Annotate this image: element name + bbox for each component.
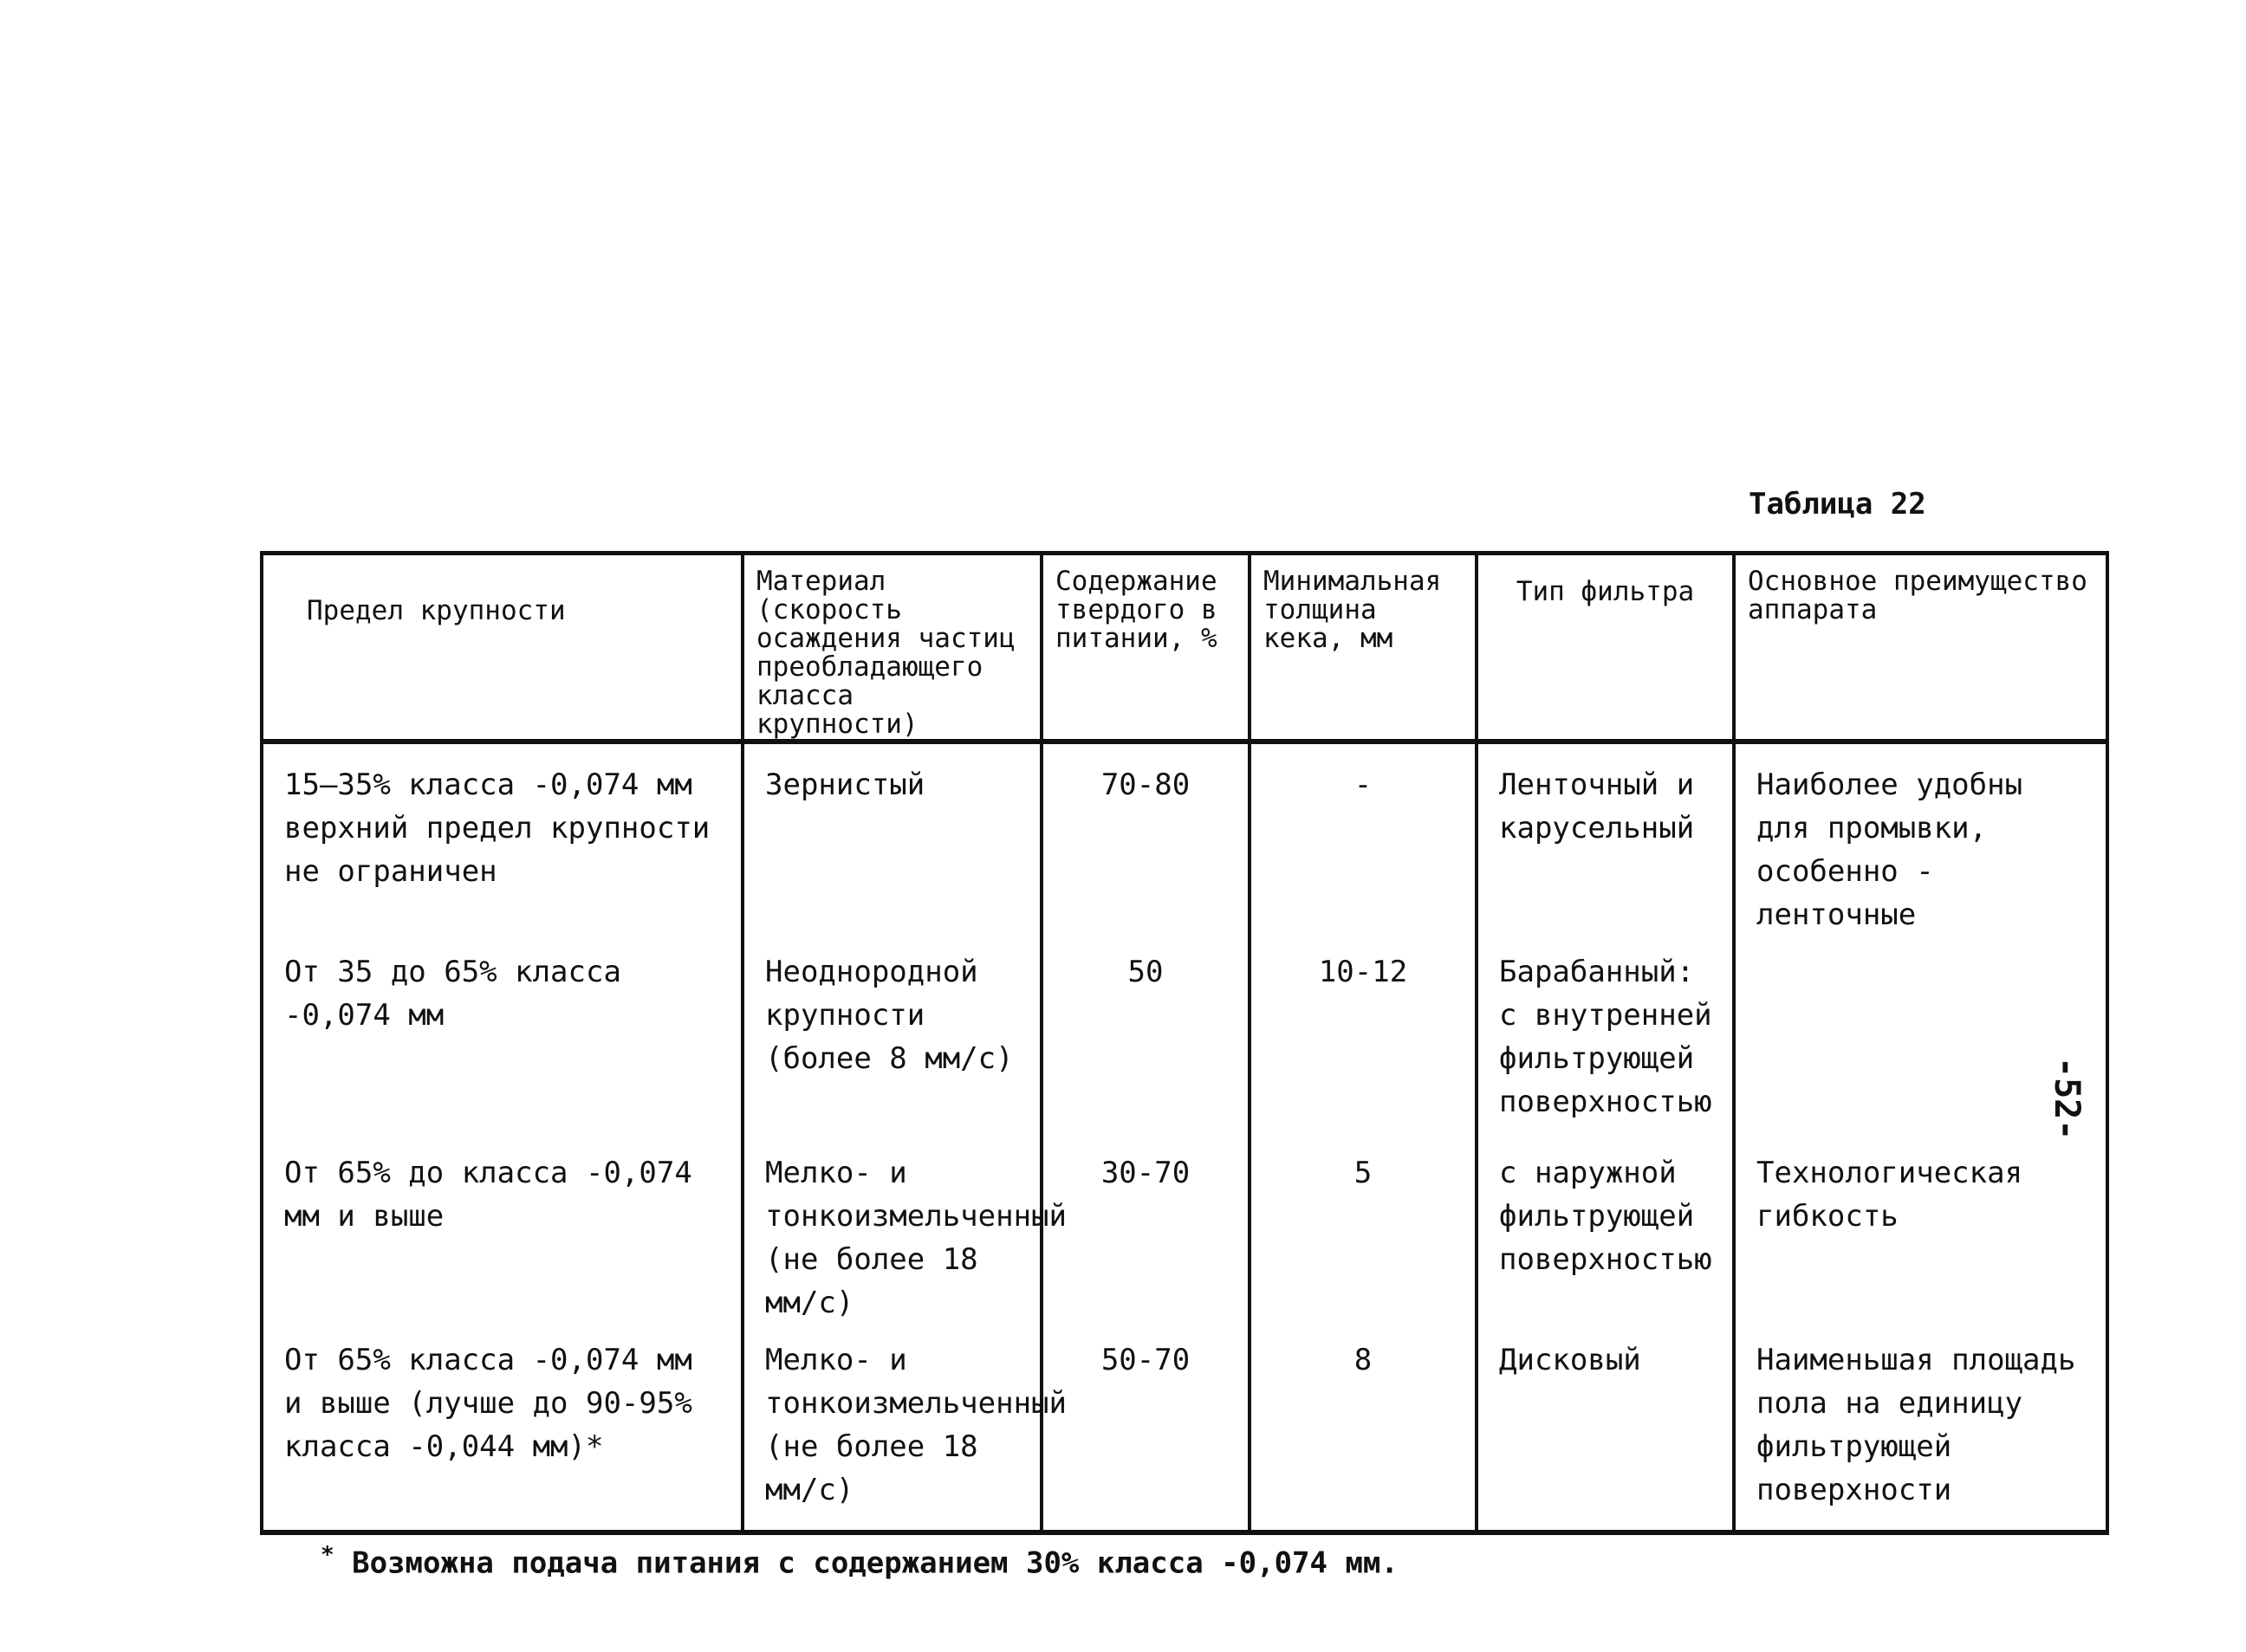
cell-filter-type: Дисковый bbox=[1477, 1331, 1734, 1532]
cell-size-limit: От 65% класса -0,074 мм и выше (лучше до 90-95% класса -0,044 мм)* bbox=[262, 1331, 743, 1532]
table-header-row bbox=[262, 554, 2107, 742]
cell-filter-type: с наружной фильтрующей поверхностью bbox=[1477, 1144, 1734, 1331]
cell-solids: 30-70 bbox=[1042, 1144, 1250, 1331]
header-solids-content: Содержание твердого в питании, % bbox=[1042, 554, 1250, 742]
cell-cake: 5 bbox=[1250, 1144, 1477, 1331]
filter-comparison-table bbox=[260, 551, 2109, 1535]
cell-material: Неоднородной крупности (более 8 мм/с) bbox=[743, 943, 1042, 1144]
footnote-marker: * bbox=[321, 1542, 334, 1568]
header-material: Материал (скорость осаждения частиц преобладающего класса крупности) bbox=[743, 554, 1042, 742]
cell-solids: 70-80 bbox=[1042, 742, 1250, 943]
table-footnote bbox=[321, 1542, 1399, 1580]
cell-filter-type: Ленточный и карусельный bbox=[1477, 742, 1734, 943]
header-advantage: Основное преимущество аппарата bbox=[1734, 554, 2107, 742]
header-filter-type: Тип фильтра bbox=[1477, 554, 1734, 742]
footnote-text: Возможна подача питания с содержанием 30% класса -0,074 мм. bbox=[352, 1545, 1399, 1581]
cell-material: Мелко- и тонкоизмельченный (не более 18 мм/с) bbox=[743, 1331, 1042, 1532]
cell-size-limit: От 35 до 65% класса -0,074 мм bbox=[262, 943, 743, 1144]
cell-advantage: Наиболее удобны для промывки, особенно - ленточные bbox=[1734, 742, 2107, 943]
table-row bbox=[262, 1331, 2107, 1532]
table-container bbox=[260, 551, 2106, 1535]
cell-solids: 50 bbox=[1042, 943, 1250, 1144]
header-size-limit: Предел крупности bbox=[262, 554, 743, 742]
cell-advantage: Технологическая гибкость bbox=[1734, 1144, 2107, 1331]
table-row bbox=[262, 742, 2107, 943]
page-number: -52- bbox=[2047, 1057, 2087, 1141]
cell-cake: - bbox=[1250, 742, 1477, 943]
cell-filter-type: Барабанный: с внутренней фильтрующей поверхностью bbox=[1477, 943, 1734, 1144]
cell-size-limit: От 65% до класса -0,074 мм и выше bbox=[262, 1144, 743, 1331]
table-row bbox=[262, 943, 2107, 1144]
cell-cake: 8 bbox=[1250, 1331, 1477, 1532]
cell-cake: 10-12 bbox=[1250, 943, 1477, 1144]
table-row bbox=[262, 1144, 2107, 1331]
cell-solids: 50-70 bbox=[1042, 1331, 1250, 1532]
cell-material: Зернистый bbox=[743, 742, 1042, 943]
table-caption: Таблица 22 bbox=[1749, 487, 1926, 522]
cell-advantage: Наименьшая площадь пола на единицу фильтрующей поверхности bbox=[1734, 1331, 2107, 1532]
header-cake-thickness: Минимальная толщина кека, мм bbox=[1250, 554, 1477, 742]
cell-material: Мелко- и тонкоизмельченный (не более 18 мм/с) bbox=[743, 1144, 1042, 1331]
cell-size-limit: 15–35% класса -0,074 мм верхний предел крупности не ограничен bbox=[262, 742, 743, 943]
